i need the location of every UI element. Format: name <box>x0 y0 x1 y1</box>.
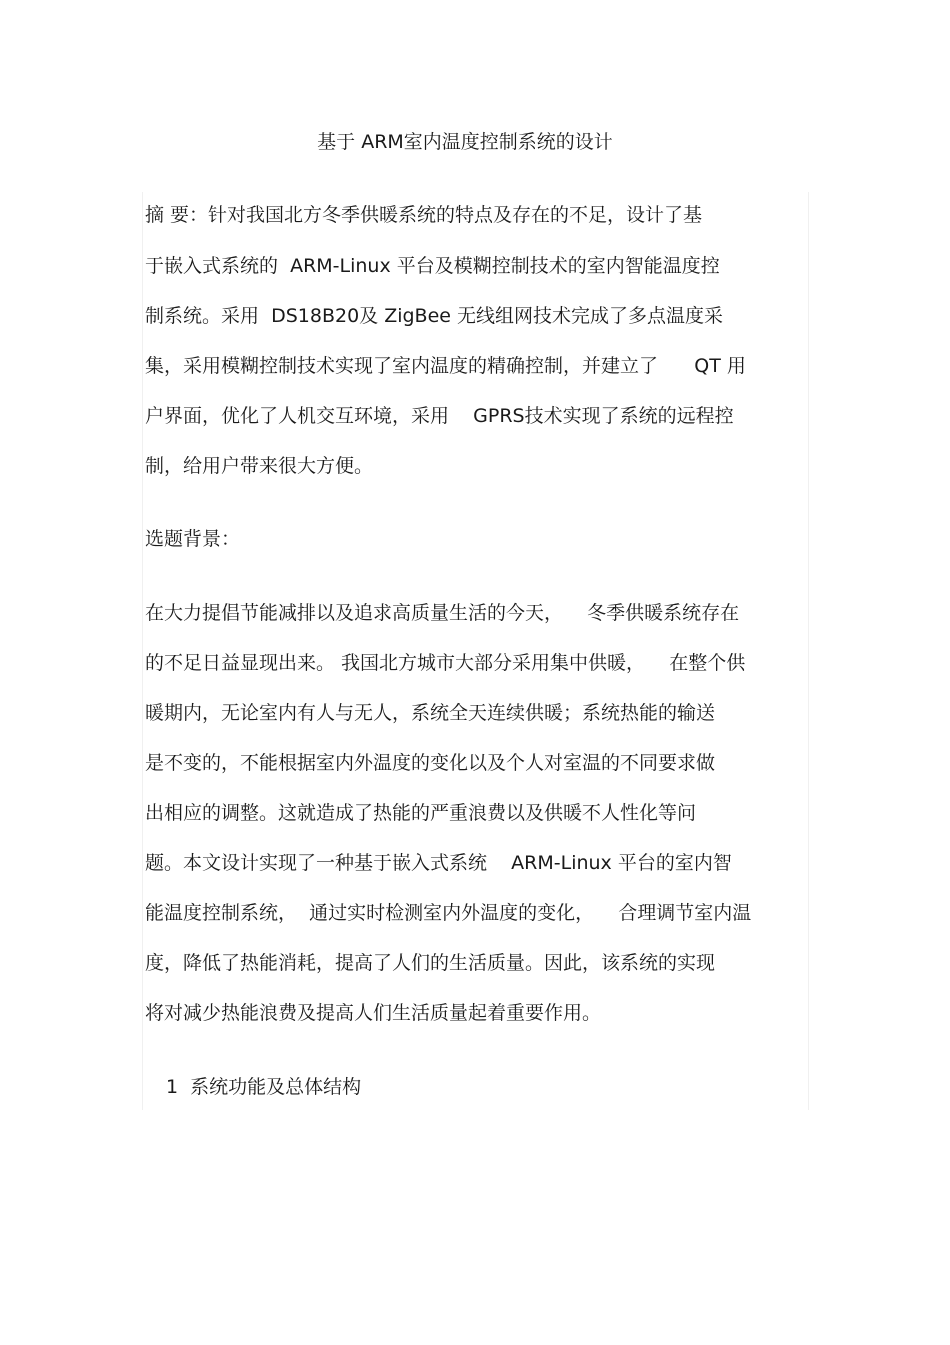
background-line: 出相应的调整。这就造成了热能的严重浪费以及供暖不人性化等问 <box>145 802 697 824</box>
abstract-line: 户界面，优化了人机交互环境，采用 GPRS技术实现了系统的远程控 <box>145 405 734 427</box>
background-line: 暖期内，无论室内有人与无人，系统全天连续供暖；系统热能的输送 <box>145 702 716 724</box>
abstract-line: 摘 要：针对我国北方冬季供暖系统的特点及存在的不足，设计了基 <box>145 204 703 226</box>
abstract-line: 制系统。采用 DS18B20及 ZigBee 无线组网技术完成了多点温度采 <box>145 305 724 327</box>
section-heading: 1 系统功能及总体结构 <box>166 1076 362 1098</box>
background-label: 选题背景： <box>145 528 241 550</box>
abstract-line: 制，给用户带来很大方便。 <box>145 455 374 477</box>
document-title: 基于 ARM室内温度控制系统的设计 <box>317 131 613 153</box>
background-line: 在大力提倡节能减排以及追求高质量生活的今天， 冬季供暖系统存在 <box>145 602 740 624</box>
abstract-line: 于嵌入式系统的 ARM-Linux 平台及模糊控制技术的室内智能温度控 <box>145 255 720 277</box>
abstract-line: 集，采用模糊控制技术实现了室内温度的精确控制，并建立了 QT 用 <box>145 355 746 377</box>
background-line: 度，降低了热能消耗，提高了人们的生活质量。因此，该系统的实现 <box>145 952 716 974</box>
background-line: 题。本文设计实现了一种基于嵌入式系统 ARM-Linux 平台的室内智 <box>145 852 732 874</box>
background-line: 能温度控制系统， 通过实时检测室内外温度的变化， 合理调节室内温 <box>145 902 752 924</box>
background-line: 是不变的，不能根据室内外温度的变化以及个人对室温的不同要求做 <box>145 752 716 774</box>
background-line: 将对减少热能浪费及提高人们生活质量起着重要作用。 <box>145 1002 602 1024</box>
background-line: 的不足日益显现出来。 我国北方城市大部分采用集中供暖， 在整个供 <box>145 652 746 674</box>
